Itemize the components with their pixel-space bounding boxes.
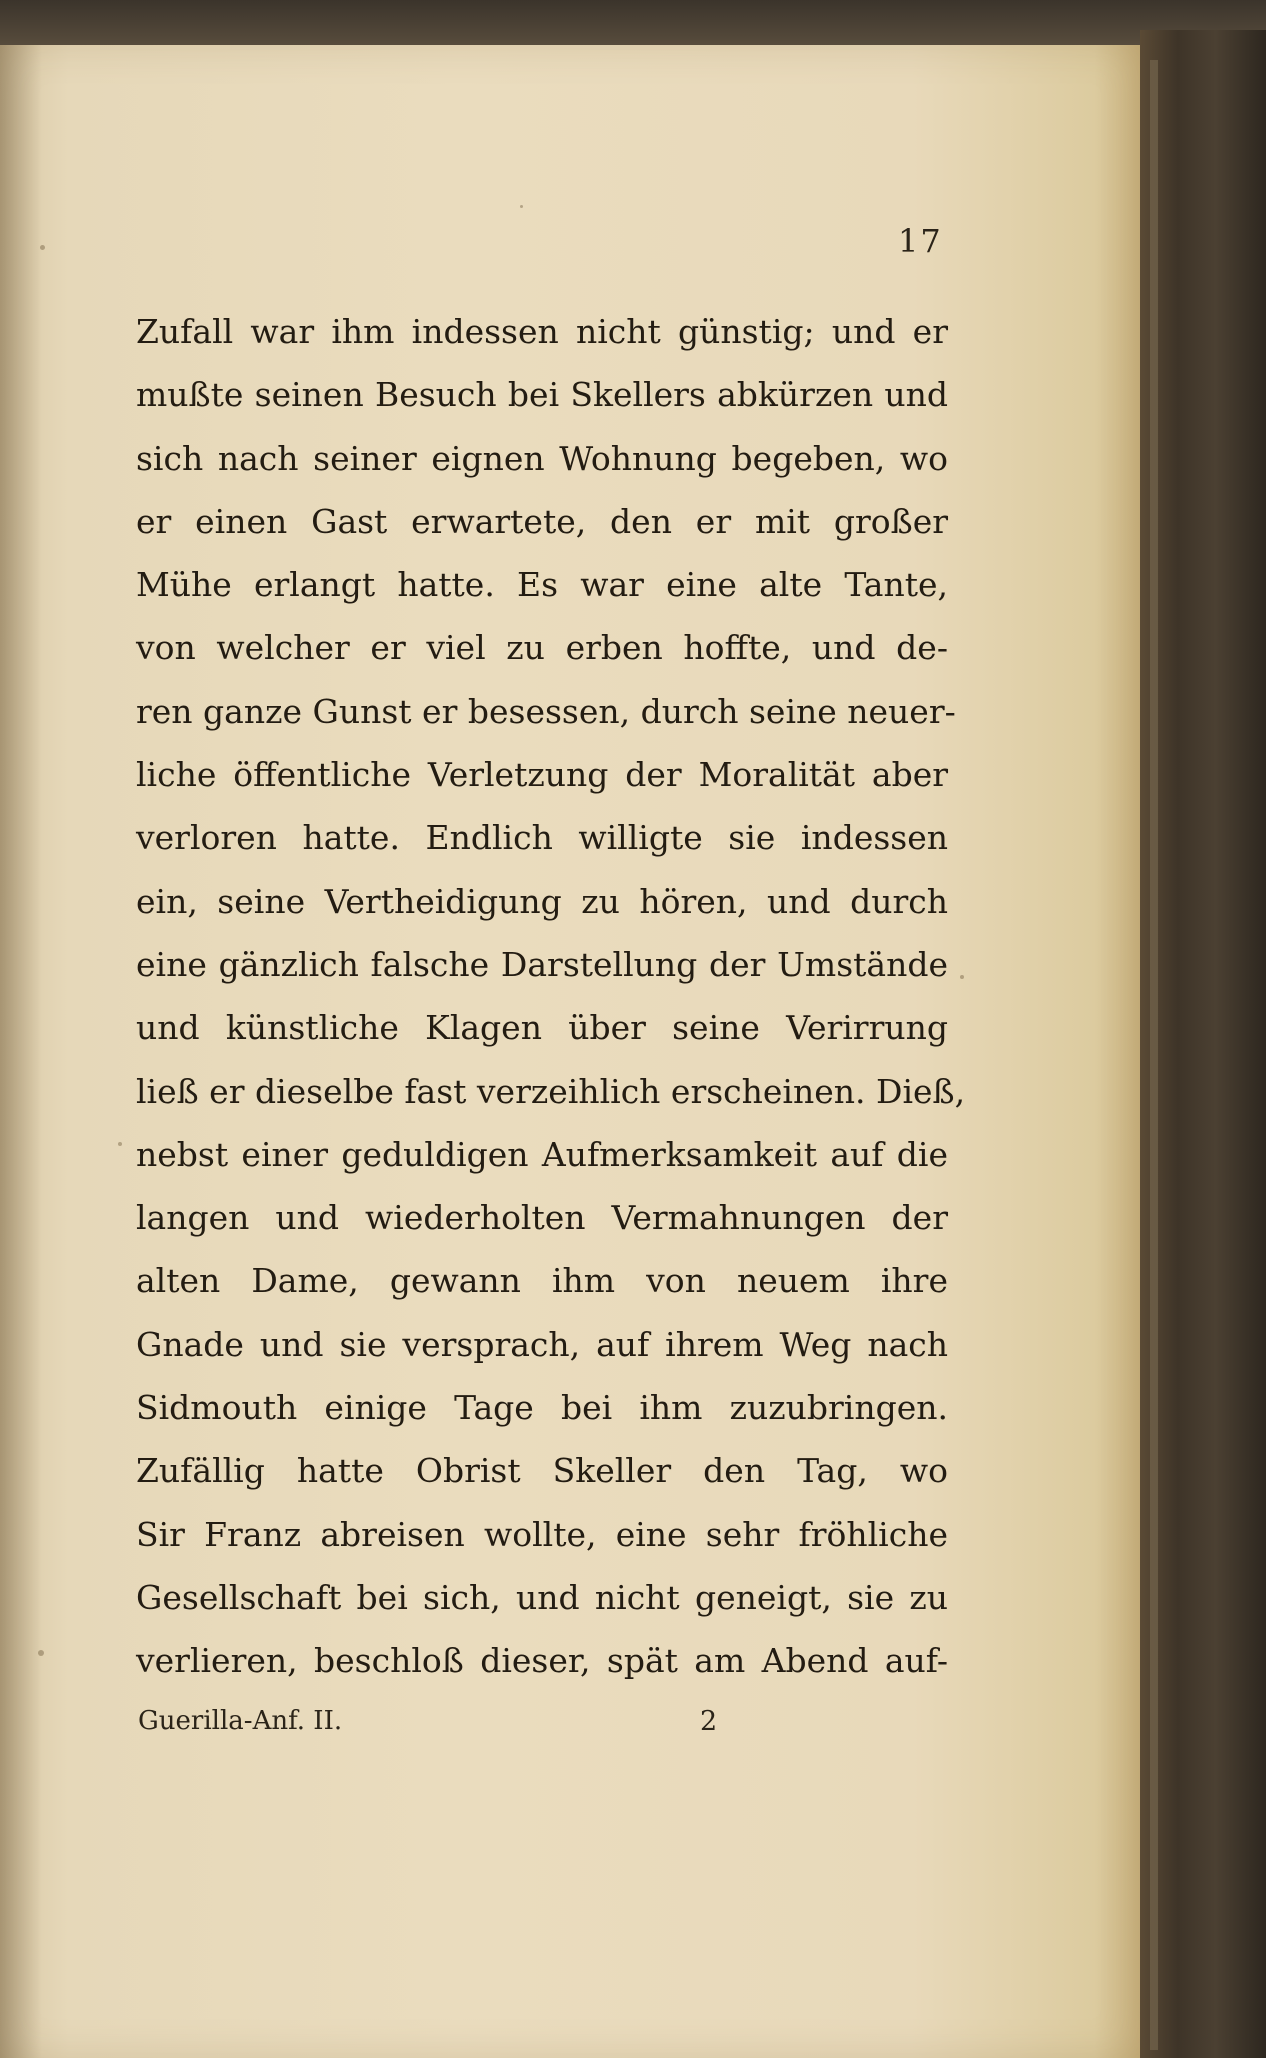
paper-speck — [118, 1142, 122, 1146]
text-line: Sir Franz abreisen wollte, eine sehr fröhliche — [136, 1514, 948, 1554]
text-line: Mühe erlangt hatte. Es war eine alte Tante, — [136, 565, 948, 605]
text-line: ließ er dieselbe fast verzeihlich erscheinen. Dieß, — [136, 1071, 966, 1111]
text-line: Zufällig hatte Obrist Skeller den Tag, wo — [136, 1451, 948, 1491]
sheet-mark: 2 — [700, 1706, 718, 1737]
paper-speck — [38, 1650, 44, 1656]
body-text — [136, 300, 966, 1693]
printer-signature: Guerilla-Anf. II. — [138, 1706, 343, 1736]
top-shadow-band — [0, 0, 1266, 50]
paper-speck — [40, 245, 45, 250]
book-cover-edge — [1140, 30, 1266, 2058]
text-line: liche öffentliche Verletzung der Moralität aber — [136, 755, 948, 795]
text-line: Zufall war ihm indessen nicht günstig; und er — [136, 312, 948, 351]
text-line: verloren hatte. Endlich willigte sie indessen — [136, 818, 948, 858]
text-line: eine gänzlich falsche Darstellung der Umstände — [136, 944, 948, 984]
text-line: und künstliche Klagen über seine Verirrung — [136, 1008, 948, 1048]
text-line: Gnade und sie versprach, auf ihrem Weg nach — [136, 1324, 948, 1364]
text-line: sich nach seiner eignen Wohnung begeben, wo — [136, 438, 948, 478]
paper-speck — [960, 975, 964, 979]
text-line: mußte seinen Besuch bei Skellers abkürzen und — [136, 375, 948, 415]
text-line: alten Dame, gewann ihm von neuem ihre — [136, 1261, 948, 1301]
page-gutter-shadow — [0, 45, 42, 2058]
text-line: langen und wiederholten Vermahnungen der — [136, 1198, 948, 1238]
cover-edge-strip — [1150, 60, 1158, 2050]
text-line: ren ganze Gunst er besessen, durch seine neuer- — [136, 691, 956, 731]
text-line: er einen Gast erwartete, den er mit großer — [136, 501, 948, 541]
text-line: verlieren, beschloß dieser, spät am Abend auf- — [136, 1641, 948, 1681]
page-number: 17 — [898, 222, 943, 260]
text-line: nebst einer geduldigen Aufmerksamkeit auf die — [136, 1134, 948, 1174]
paper-speck — [520, 205, 523, 208]
text-line: Sidmouth einige Tage bei ihm zuzubringen. — [136, 1388, 948, 1428]
text-line: ein, seine Vertheidigung zu hören, und durch — [136, 881, 948, 921]
text-line: Gesellschaft bei sich, und nicht geneigt, sie zu — [136, 1577, 948, 1617]
text-line: von welcher er viel zu erben hoffte, und de- — [136, 628, 948, 668]
